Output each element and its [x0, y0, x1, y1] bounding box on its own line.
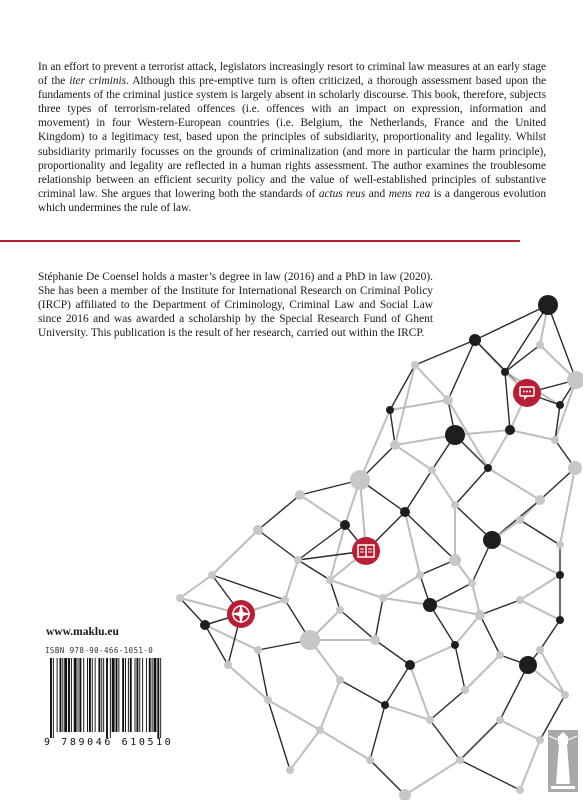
- network-node: [386, 406, 394, 414]
- network-node: [286, 766, 294, 774]
- publisher-website: www.maklu.eu: [46, 626, 119, 638]
- network-node: [370, 635, 380, 645]
- network-node: [400, 507, 410, 517]
- barcode-bar: [149, 658, 151, 732]
- network-node: [326, 576, 334, 584]
- network-node: [516, 516, 524, 524]
- network-edge: [520, 600, 560, 620]
- network-node: [556, 401, 564, 409]
- network-edge: [548, 305, 576, 380]
- network-edge: [430, 605, 480, 615]
- network-node: [496, 716, 504, 724]
- network-edge: [480, 600, 520, 615]
- description-italic-mens-rea: mens rea: [388, 187, 431, 200]
- barcode-bar: [118, 658, 119, 732]
- barcode-bar: [50, 658, 52, 738]
- network-node: [568, 461, 582, 475]
- network-edge: [370, 705, 385, 760]
- network-edge: [258, 495, 300, 530]
- network-edge: [430, 720, 460, 760]
- network-edge: [510, 430, 555, 440]
- network-edge: [385, 665, 410, 705]
- network-node: [461, 686, 469, 694]
- network-node: [483, 531, 501, 549]
- network-node: [350, 470, 370, 490]
- network-edge: [460, 760, 520, 790]
- network-edge: [505, 372, 510, 430]
- description-text-2: . Although this pre-emptive turn is often criticized, a thorough assessment based upon the fundaments of the criminal justice system is largely absent in scholarly discourse. This book, therefore, subjects three types of terrorism-related offences (i.e. offences with an impact on expression, information and movement) in four Western-European countries (i.e. Belgium, the Netherlands, France and the United Kingdom) to a legitimacy test, based upon the principles of subsidiarity, proportionality and legality. Whilst subsidiarity primarily focusses on the grounds of criminalization (and more in particular the harm principle), proportionality and legality are reflected in a human rights assessment. The author examines the troublesome relationship between an efficient security policy and the value of well-established principles of substantive criminal law. She argues that lowering both the standards of: [38, 75, 547, 200]
- barcode-bar: [78, 658, 79, 732]
- network-edge: [430, 690, 465, 720]
- network-node: [501, 368, 509, 376]
- network-node: [449, 554, 461, 566]
- network-node: [535, 495, 545, 505]
- network-edge: [340, 680, 385, 705]
- barcode-bar: [95, 658, 96, 732]
- network-edge: [410, 665, 430, 720]
- network-node: [224, 661, 232, 669]
- network-edge: [520, 575, 560, 600]
- barcode-bar: [160, 658, 161, 738]
- network-node: [176, 594, 184, 602]
- network-node: [451, 641, 459, 649]
- network-node: [366, 756, 374, 764]
- network-node: [556, 541, 564, 549]
- network-edge: [375, 598, 383, 640]
- network-edge: [298, 560, 330, 580]
- network-edge: [360, 410, 390, 480]
- network-node: [468, 579, 476, 587]
- network-node: [405, 660, 415, 670]
- network-node: [411, 361, 419, 369]
- network-edge: [395, 365, 415, 445]
- network-node: [254, 646, 262, 654]
- barcode-bar: [130, 658, 132, 732]
- network-node: [428, 466, 436, 474]
- network-icon-nodes: [227, 379, 541, 628]
- network-node: [505, 425, 515, 435]
- network-edge: [390, 400, 448, 410]
- network-node: [445, 425, 465, 445]
- network-node: [484, 464, 492, 472]
- barcode-bar: [89, 658, 91, 732]
- network-node: [336, 606, 344, 614]
- network-node: [516, 596, 524, 604]
- barcode-bar: [57, 658, 58, 732]
- barcode-bar: [139, 658, 140, 732]
- network-edge: [432, 470, 455, 505]
- network-edge: [430, 583, 472, 605]
- network-edge: [465, 655, 500, 690]
- barcode-bar: [112, 658, 115, 732]
- barcode-bar: [74, 658, 77, 732]
- barcode-bar: [92, 658, 93, 732]
- network-edge: [330, 525, 345, 580]
- network-node: [208, 571, 216, 579]
- network-node: [443, 395, 453, 405]
- barcode-bar: [79, 658, 81, 732]
- barcode-bar: [60, 658, 62, 732]
- network-node: [379, 594, 387, 602]
- barcode-bar: [152, 658, 153, 732]
- network-edge: [455, 468, 488, 505]
- network-edge: [540, 620, 560, 650]
- network-node: [561, 691, 569, 699]
- description-italic-term: iter criminis: [69, 75, 126, 88]
- network-edge: [455, 645, 465, 690]
- network-node: [456, 756, 464, 764]
- network-edge: [290, 730, 320, 770]
- network-node: [556, 571, 564, 579]
- network-node: [451, 501, 459, 509]
- network-edge: [555, 380, 576, 440]
- network-edge: [430, 605, 455, 645]
- network-edge: [390, 365, 415, 410]
- barcode-bar: [64, 658, 67, 732]
- network-node: [300, 630, 320, 650]
- network-edge: [492, 540, 560, 575]
- barcode-bar: [142, 658, 143, 732]
- network-edge: [395, 445, 432, 470]
- network-edge: [300, 495, 345, 525]
- network-node: [536, 341, 544, 349]
- network-edge: [258, 530, 298, 560]
- barcode-bar: [83, 658, 84, 732]
- network-edge: [330, 580, 383, 598]
- barcode-bar: [106, 658, 108, 738]
- network-node: [381, 701, 389, 709]
- network-node: [200, 620, 210, 630]
- network-node: [469, 334, 481, 346]
- network-edge: [488, 430, 510, 468]
- barcode-bar: [157, 658, 159, 738]
- network-node: [423, 598, 437, 612]
- network-edge: [500, 665, 528, 720]
- network-node: [295, 490, 305, 500]
- barcode-digits: 9 789046 610510: [44, 737, 174, 748]
- isbn-barcode: [44, 658, 184, 738]
- barcode-bar: [154, 658, 157, 732]
- barcode-bar: [103, 658, 104, 732]
- network-edge: [180, 575, 212, 598]
- description-text-1: In an effort to prevent a terrorist attack, legislators increasingly resort to criminal law measures at an early stage of the: [38, 61, 546, 88]
- network-edge: [405, 760, 460, 795]
- network-edge: [540, 650, 565, 695]
- network-edge: [405, 470, 432, 512]
- network-node: [316, 726, 324, 734]
- barcode-bar: [62, 658, 63, 732]
- barcode-bar: [122, 658, 124, 732]
- network-node: [264, 696, 272, 704]
- network-edge: [320, 730, 370, 760]
- description-text-3: and: [365, 187, 389, 200]
- network-edge: [405, 512, 455, 560]
- network-node: [556, 616, 564, 624]
- network-node: [281, 596, 289, 604]
- barcode-bar: [135, 658, 136, 732]
- description-text-4: is a dangerous evolution which undermines the rule of law.: [38, 187, 546, 214]
- network-edge: [455, 615, 480, 645]
- network-edge: [488, 468, 540, 500]
- isbn-label: ISBN 978-90-466-1051-0: [45, 646, 154, 655]
- network-edge: [520, 520, 560, 545]
- network-edge: [460, 720, 500, 760]
- network-node: [538, 295, 558, 315]
- network-edge: [415, 365, 448, 400]
- barcode-bar: [116, 658, 118, 732]
- barcode-bar: [98, 658, 100, 732]
- network-edge: [480, 615, 500, 655]
- barcode-bar: [68, 658, 70, 732]
- network-edge: [375, 640, 410, 665]
- network-node: [516, 786, 524, 794]
- network-node: [536, 736, 544, 744]
- network-edge: [370, 760, 405, 795]
- barcode-bar: [110, 658, 111, 738]
- network-edge: [505, 345, 540, 372]
- network-node: [336, 676, 344, 684]
- network-node: [496, 651, 504, 659]
- network-edge: [285, 560, 298, 600]
- network-edge: [340, 610, 375, 640]
- compass-icon: [227, 600, 255, 628]
- barcode-bar: [71, 658, 72, 732]
- network-edge: [383, 575, 420, 598]
- network-node: [416, 571, 424, 579]
- network-edge: [320, 680, 340, 730]
- network-edge: [212, 530, 258, 575]
- network-edge: [383, 598, 430, 605]
- network-node: [551, 436, 559, 444]
- open-book-icon: [352, 537, 380, 565]
- network-edge: [520, 740, 540, 790]
- network-node: [340, 520, 350, 530]
- network-node: [475, 610, 485, 620]
- network-edge: [410, 645, 455, 665]
- speech-bubble-icon: [513, 379, 541, 407]
- barcode-bar: [125, 658, 126, 732]
- network-node: [253, 525, 263, 535]
- lighthouse-logo: [548, 730, 578, 792]
- barcode-bar: [101, 658, 102, 732]
- network-edge: [500, 720, 540, 740]
- network-node: [294, 556, 302, 564]
- network-edge: [385, 705, 430, 720]
- barcode-bar: [87, 658, 88, 732]
- network-node: [519, 656, 537, 674]
- network-node: [426, 716, 434, 724]
- barcode-bar: [136, 658, 138, 732]
- network-edge: [390, 410, 395, 445]
- description-italic-actus-reus: actus reus: [318, 187, 366, 200]
- network-node: [536, 646, 544, 654]
- barcode-bar: [128, 658, 129, 732]
- barcode-bar: [53, 658, 54, 738]
- barcode-bar: [146, 658, 147, 732]
- network-node: [390, 440, 400, 450]
- network-edge: [330, 580, 340, 610]
- network-edge: [405, 512, 420, 575]
- author-bio: Stéphanie De Coensel holds a master’s degree in law (2016) and a PhD in law (2020). She has been a member of the Institute for International Research on Criminal Policy (IRCP) affiliated to the Department of Criminology, Criminal Law and Social Law since 2016 and was awarded a scholarship by the Special Research Fund of Ghent University. This publication is the result of her research, carried out within the IRCP.: [38, 271, 433, 340]
- network-edge: [212, 575, 285, 600]
